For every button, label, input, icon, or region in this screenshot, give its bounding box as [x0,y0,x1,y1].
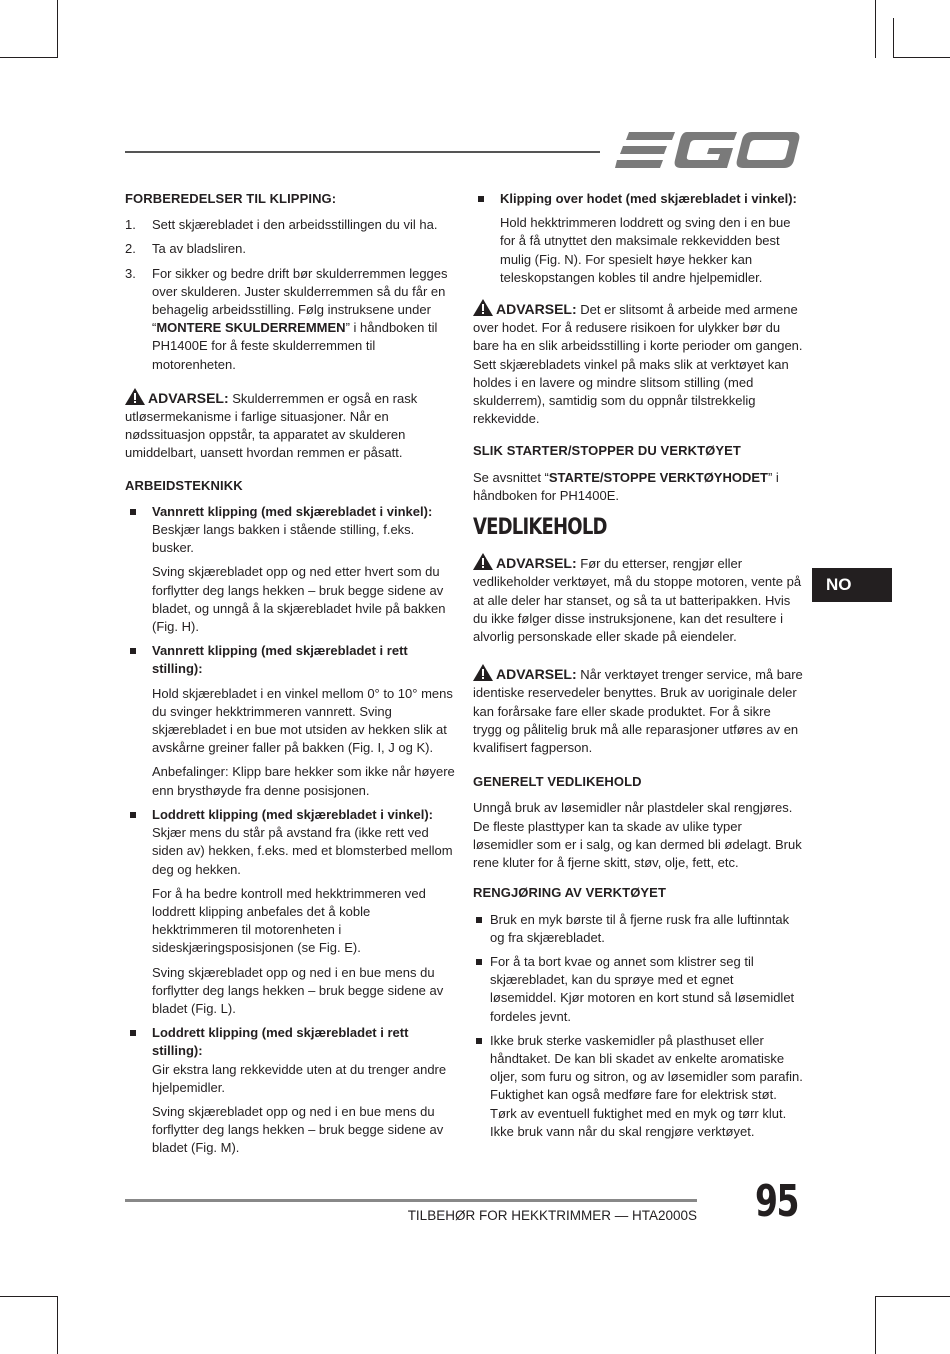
page-number: 95 [755,1176,798,1227]
crop-mark [875,0,876,58]
list-item: Vannrett klipping (med skjærebladet i rett stilling): Hold skjærebladet i en vinkel mellom 0° to 10° mens du svinger hekktrimmeren vannrett. Sving skjærebladet i en bue mot utsiden av hekken slik at avskårne greiner faller på bakken (Fig. I, J og K). Anbefalinger: Klipp bare hekker som ikke når høyere enn brysthøyde fra denne posisjonen. [125,642,455,800]
general-maintenance-text: Unngå bruk av løsemidler når plastdeler skal rengjøres. De fleste plasttyper kan ta skade av ulike typer løsemidler som er i salg, og kan dermed bli ødelagt. Bruk rene kluter for å fjerne skitt, støv, olje, fett, etc. [473,800,802,871]
crop-mark [893,57,950,58]
prep-heading: FORBEREDELSER TIL KLIPPING: [125,191,337,206]
bullet-square-icon [476,917,482,923]
right-column [473,190,803,1147]
start-stop-text: Se avsnittet “STARTE/STOPPE VERKTØYHODET” i håndboken for PH1400E. [473,469,779,503]
ego-logo [615,128,800,173]
general-maintenance-heading: GENERELT VEDLIKEHOLD [473,774,642,790]
bullet-square-icon [476,1038,482,1044]
warning-icon [473,299,493,316]
bullet-square-icon [130,1030,136,1036]
crop-mark [57,0,58,58]
crop-mark [875,1296,876,1354]
technique-heading: ARBEIDSTEKNIKK [125,477,243,493]
start-stop-heading: SLIK STARTER/STOPPER DU VERKTØYET [473,443,741,459]
footer-rule [125,1199,697,1202]
bullet-square-icon [130,648,136,654]
list-item: Loddrett klipping (med skjærebladet i rett stilling): Gir ekstra lang rekkevidde uten at du trenger andre hjelpemidler. Sving skjærebladet opp og ned i en bue mens du forflytter deg langs hekken – bruk begge sidene av bladet (Fig. M). [125,1024,455,1157]
maintenance-title: VEDLIKEHOLD [473,515,607,541]
footer-title: TILBEHØR FOR HEKKTRIMMER — HTA2000S [407,1208,697,1223]
header-rule [125,151,600,153]
left-column [125,190,455,1164]
list-item: For å ta bort kvae og annet som klistrer seg til skjærebladet, kan du sprøye med et egnet løsemiddel. Kjør motoren en kort stund så løsemidlet fordeles jevnt. [473,953,803,1026]
overhead-list [473,190,803,287]
list-item: Bruk en myk børste til å fjerne rusk fra alle luftinntak og fra skjærebladet. [473,911,803,947]
crop-mark [0,1296,58,1297]
list-item: Vannrett klipping (med skjærebladet i vinkel): Beskjær langs bakken i stående stilling, f.eks. busker. Sving skjærebladet opp og ned etter hvert som du forflytter deg langs hekken – bruk begge sidene av bladet, og unngå å la skjærebladet hvile på bakken (Fig. H). [125,503,455,636]
crop-mark [57,1296,58,1354]
list-item: 3. For sikker og bedre drift bør skulderremmen legges over skulderen. Juster skulderremmen så du får en behagelig arbeidsstilling. Følg instruksene under “MONTERE SKULDERREMMEN” i håndboken til PH1400E for å feste skulderremmen til motorenheten. [125,265,448,372]
list-item: 1. Sett skjærebladet i den arbeidsstillingen du vil ha. [125,217,438,233]
warning-icon [473,664,493,681]
prep-steps [125,216,455,374]
crop-mark [893,18,894,58]
list-item: Klipping over hodet (med skjærebladet i vinkel): Hold hekktrimmeren loddrett og sving den i en bue for å få utnyttet den maksimale rekkevidden best mulig (Fig. N). For spesielt høye hekker kan teleskopstangen kobles til andre hjelpemidler. [473,190,803,287]
list-item: Loddrett klipping (med skjærebladet i vinkel): Skjær mens du står på avstand fra (ikke rett ved siden av) hekken, f.eks. med et blomsterbed mellom deg og hekken. For å ha bedre kontroll med hekktrimmeren ved loddrett klipping anbefales det å koble hekktrimmeren til motorenheten i sideskjæringsposisjonen (se Fig. E). Sving skjærebladet opp og ned i en bue mens du forflytter deg langs hekken – bruk begge sidene av bladet (Fig. L). [125,806,455,1018]
warning-overhead: ADVARSEL: Det er slitsomt å arbeide med armene over hodet. For å redusere risikoen for ulykker bør du bare ha en slik arbeidsstilling i korte perioder om gangen. Sett skjærebladets vinkel på maks slik at verktøyet kan holdes i en lavere og mindre slitsom stilling (med skulderrem), samtidig som du oppnår tilstrekkelig rekkevidde. [473,301,803,427]
list-item: Ikke bruk sterke vaskemidler på plasthuset eller håndtaket. De kan bli skadet av enkelte aromatiske oljer, som furu og sitron, og av løsemidler som parafin. Fuktighet kan også medføre fare for elektrisk støt. Tørk av eventuell fuktighet med en myk og tørr klut. Ikke bruk vann når du skal rengjøre verktøyet. [473,1032,803,1141]
technique-list [125,503,455,1158]
bullet-square-icon [130,509,136,515]
bullet-square-icon [130,812,136,818]
warning-shoulder-strap: ADVARSEL: Skulderremmen er også en rask utløsermekanisme i farlige situasjoner. Når en nødssituasjon oppstår, ta apparatet av skulderen umiddelbart, uansett hvordan remmen er påsatt. [125,389,418,461]
cleaning-heading: RENGJØRING AV VERKTØYET [473,885,666,901]
bullet-square-icon [478,196,484,202]
warning-maintenance: ADVARSEL: Før du etterser, rengjør eller vedlikeholder verktøyet, må du stoppe motoren, vente på at alle deler har stanset, og så ta ut batteripakken. Hvis du ikke følger disse instruksjonene, kan det resultere i alvorlig personskade eller skade på eiendeler. [473,555,802,645]
warning-service: ADVARSEL: Når verktøyet trenger service, må bare identiske reservedeler benyttes. Bruk av uoriginale deler kan forårsake fare eller skade produktet. For å sikre trygg og pålitelig bruk må alle reparasjoner utføres av en kvalifisert fagperson. [473,666,803,756]
language-tab: NO [812,568,892,602]
warning-icon [473,553,493,570]
crop-mark [0,57,58,58]
list-item: 2. Ta av bladsliren. [125,241,246,257]
bullet-square-icon [476,959,482,965]
warning-icon [125,388,145,405]
crop-mark [875,1296,950,1297]
cleaning-list [473,911,803,1141]
